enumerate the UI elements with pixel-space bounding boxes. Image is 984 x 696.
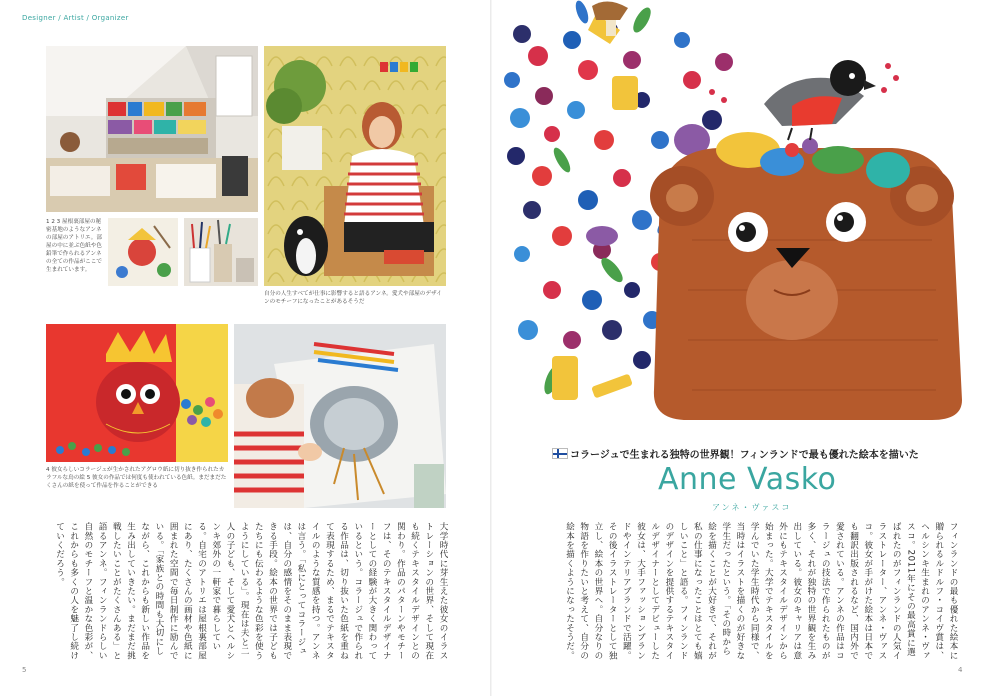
small-artwork-image	[108, 218, 178, 286]
left-page	[0, 0, 490, 696]
headline	[552, 446, 942, 460]
bear-collage-image	[492, 0, 984, 440]
folio-left: 5	[22, 666, 27, 674]
left-body-text	[30, 522, 450, 660]
right-body-paragraph: フィンランドの最も優れた絵本に贈られるルドルフ・コイヴ賞は、ヘルシンキ生まれのアンネ・ヴァスコ。2011年にその最高賞に選ばれたのがフィンランドの人気イラストレーター、アンネ・ヴァスコ。彼女が手がけた絵本は日本でも翻訳出版されるなど、国内外で愛されている。アンネの作品はコラージュの技法で作られたものが多く、それが独特の世界観を生み出している。彼女のキャリアは意外にもテキスタイルデザインから始まった。大学でテキスタイルを学んでいた学生時代から同様で、当時はイラストを描くのが好きな学生だったという。「その時から絵を描くことが大好きで、それが私の仕事になったことはとても嬉しいこと」と語る。フィンランドのデザインを提供するテキスタイルデザイナーとしてデビューした彼女は、大手ファッションブランドやインテリアブランドで活躍。その後イラストレーターとして独立し、絵本の世界へ。自分なりの物語を作りたいと考えて、自分の絵本を描くようになったそうだ。	[564, 522, 958, 660]
drawing-image	[234, 324, 446, 508]
photo-small-brushes	[184, 218, 258, 286]
right-body-text	[532, 522, 960, 660]
small-brushes-image	[184, 218, 258, 286]
portrait-image	[264, 46, 446, 286]
folio-right: 4	[958, 666, 963, 674]
caption-portrait: 自分の人生すべてが仕事に影響すると語るアンネ。愛犬や部屋のデザインのモチーフになったことがあるそうだ	[264, 291, 442, 305]
left-body-paragraph: 大学時代に芽生えた彼女のイラストレーションの世界、そして現在も続くテキスタイルデザインとの関わり。作品のパターンやモチーフは、そのテキスタイルデザイナーとしての経験が大きく関わっているという。コラージュで作られる作品は、切り抜いた色紙を重ねて表現するため、まるでテキスタイルのような質感を持つ。アンネは言う。「私にとってコラージュは、自分の感情をそのまま表現できる手段。絵本の世界では子どもたちにも伝わるような色彩を使うようにしている」。現在は夫と二人の子ども、そして愛犬とヘルシンキ郊外の一軒家で暮らしている。自宅のアトリエは屋根裏部屋にあり、たくさんの画材や色紙に囲まれた空間で毎日制作に励んでいる。「家族との時間も大切にしながら、これからも新しい作品を生み出していきたい。まだまだ挑戦したいことがたくさんある」と語るアンネ。フィンランドらしい自然のモチーフと温かな色彩が、これからも多くの人を魅了し続けていくだろう。	[54, 522, 448, 660]
caption-owl: 4 彼女らしいコラージュが生かされたアグロウ紙に切り抜き作られたカラフルな鳥の絵 5 彼女の作品では何度も使われている色紙。まだまだたくさんの紙を使って作品を作ることができる	[46, 467, 227, 489]
photo-attic-studio	[46, 46, 258, 212]
photo-small-artwork	[108, 218, 178, 286]
owl-artwork-image	[46, 324, 228, 462]
photo-owl-artwork	[46, 324, 228, 462]
artist-name-ja: アンネ・ヴァスコ	[712, 503, 792, 512]
photo-drawing	[234, 324, 446, 508]
attic-studio-image	[46, 46, 258, 212]
photo-portrait	[264, 46, 446, 286]
artist-name-en: Anne Vasko	[658, 462, 837, 497]
headline-text: コラージュで生まれる独特の世界観！フィンランドで最も優れた絵本を描いた	[570, 450, 919, 461]
finland-flag-icon	[552, 448, 568, 459]
caption-attic: 1 2 3 屋根裏部屋の秘密基地のようなアンネの部屋のアトリエ。部屋の中に並ぶ色紙や色鉛筆で作られるアンネの全ての作品がここで生まれています。	[46, 219, 102, 273]
bear-illustration	[492, 0, 984, 440]
right-page	[492, 0, 984, 696]
running-head: Designer / Artist / Organizer	[22, 14, 129, 22]
